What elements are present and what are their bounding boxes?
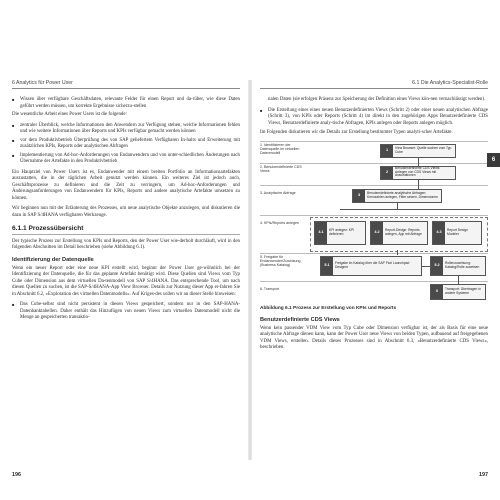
process-step-4-2 <box>370 221 428 245</box>
step-text: View Browser: Quelle suchen vom Typ Cube <box>395 145 452 154</box>
flow-arrow <box>458 276 459 284</box>
right-page: 6.1 Die Analytics-Specialist-Rolle nalen Daten (sie erfolgen Präsenz zur Speicherung der Definition eines Views kön-nen vernachlässigt werden). ■ Die Erstellung eines eines neuen Benutzerdefinierten Views (Schritt 2) oder einer neuen analytischen Abfrage (Schritt 3), von KPIs oder Reports (Schritt 4) im direkt in den zugehörigen Apps Benutzerdefinierte CDS Views, Benutzerdefinierte analy-tische Abfragen, KPIs anlegen oder Reports anlegen möglich. Im Folgenden diskutieren wir die Details zur Erstellung bestimmter Typen analyti-scher Artefakte. 1. Identifizieren der Datenquelle im virtuellen Datenmodell 2. Benutzerdefinierte CDS Views 3. Analytische Abfrage 4. KPIs/Reports anlegen 5. Freigabe für Endanwender/Zuweisung (Business Katalog) 6. Transport 1 View Browser: Quelle suchen vom Typ Cube 2 Benutzerdefinierte CDS Views: Anlegen von CDS Views mit Assoziationen 3 Benutzerdefinierte analytische Abfragen: Kennzahlen anlegen, Filter setzen, Dimensionen 4.1 KPI anlegen: KPI definieren 4.2 Report-Design: Reports anlegen, App mit Abfrage 4.3 Report Design Modeler 5.1 Freigabe im Katalog über die SAP Fiori Launchpad Designer 5.2 Rollenzuweisung: Katalog/Rolle zuweisen 6 Transport: Übertragen in andere Systeme Abbildung 6.1 Prozess zur Erstellung von KPIs und Reports Benutzerdefinierte CDS Views Wenn kein passender VDM View vom Typ Cube oder Dimension verfügbar ist, der als Basis für eine neue analytische Abfrage dienen kann, kann der Power User neue Views von beiden Typen, aufbauend auf freigegebenen VDM Views, erstellen. Details dieses Prozesses sind in Abschnitt 6.3, »Benutzerdefinierte CDS Views«, beschrieben. 197 <box>260 80 488 356</box>
diagram-lane <box>260 141 488 142</box>
step-number: 5.2 <box>431 257 443 275</box>
list-item: ■ Implementierung von Ad-hoc-Anforderungen von Endanwendern und von unter-schiedlichen Änderungen nach Übernahme der Artefakte in den Produktivbetrieb <box>12 153 240 166</box>
process-diagram <box>260 141 488 303</box>
step-number: 5.1 <box>321 257 333 275</box>
book-gutter <box>248 80 252 460</box>
paragraph: nalen Daten (sie erfolgen Präsenz zur Speicherung der Definition eines Views kön-nen vernachlässigt werden). <box>268 97 486 102</box>
running-head-section: 6.1 Die Analytics-Specialist-Rolle <box>412 80 488 86</box>
paragraph: Wenn kein passender VDM View vom Typ Cube oder Dimension verfügbar ist, der als Basis für eine neue analytische Abfrage dienen kann, kann der Power User neue Views von beiden Typen, aufbauend auf freigegebenen VDM Views, erstellen. Details dieses Prozesses sind in Abschnitt 6.3, »Benutzerdefinierte CDS Views«, beschrieben. <box>260 325 488 350</box>
section-heading: 6.1.1 Prozessübersicht <box>12 225 240 235</box>
right-running-head <box>260 80 488 89</box>
lane-label: 1. Identifizieren der Datenquelle im virtuellen Datenmodell <box>260 142 300 156</box>
list-item: ■ Wissen über verfügbare Geschäftsdaten, relevante Felder für einen Report und da-rüber, wie diese Daten geführt werden müssen, um korrekte Ergebnisse sicherzu-stellen <box>12 97 240 110</box>
process-step-4-1 <box>314 221 366 245</box>
step-number: 4.1 <box>315 222 327 244</box>
lane-label: 5. Freigabe für Endanwender/Zuweisung (Business Katalog) <box>260 254 301 268</box>
process-step-5-2 <box>430 256 486 276</box>
step-number: 6 <box>431 285 443 299</box>
subsection-heading: Identifizierung der Datenquelle <box>12 256 94 263</box>
left-running-head <box>12 80 240 89</box>
step-text: Transport: Übertragen in andere Systeme <box>445 286 481 295</box>
step-number: 1 <box>381 145 393 157</box>
paragraph: Die wesentliche Arbeit eines Power Users ist die folgende: <box>12 112 127 117</box>
paragraph: Im Folgenden diskutieren wir die Details zur Erstellung bestimmter Typen analyti-scher Artefakte. <box>260 130 453 135</box>
step-number: 2 <box>381 167 393 179</box>
list-item: ■ vor dem Produktivbetrieb Überprüfung des von SAP geliefertem Verfügbaren In-halts und Erweiterung mit zusätzlichen KPIs, Reports oder analytischen Abfragen <box>12 138 240 151</box>
step-text: Benutzerdefinierte analytische Abfragen: Kennzahlen anlegen, Filter setzen, Dimensionen <box>367 190 438 199</box>
diagram-lane <box>260 163 488 164</box>
paragraph: Der typische Prozess zur Erstellung von KPIs und Reports, den der Power User wie-derholt durchläuft, wird in den folgenden Abschnitten im Detail beschrieben (siehe Abbildung 6.1). <box>12 238 240 250</box>
process-step-2 <box>380 166 456 180</box>
list-item: ■ zentraler Überblick, welche Informationen den Anwendern zur Verfügung stehen, welche Informationen fehlen und wie weitere Informationen über Reports und KPIs verfügbar gemacht werden können <box>12 123 240 136</box>
process-step-5-1 <box>320 256 422 276</box>
process-step-6 <box>430 284 486 300</box>
flow-connector <box>340 209 480 210</box>
figure-caption: Abbildung 6.1 Prozess zur Erstellung von KPIs und Reports <box>260 305 397 311</box>
diagram-lane <box>260 253 488 254</box>
lane-label: 4. KPIs/Reports anlegen <box>260 220 299 225</box>
lane-label: 2. Benutzerdefinierte CDS Views <box>260 164 302 173</box>
step-text: Benutzerdefinierte CDS Views: Anlegen von CDS Views mit Assoziationen <box>395 165 441 178</box>
flow-arrow <box>397 250 398 255</box>
step-text: KPI anlegen: KPI definieren <box>329 227 355 236</box>
diagram-lane <box>260 215 488 216</box>
step-number: 3 <box>353 190 365 202</box>
step-text: Report Design Modeler <box>447 227 469 236</box>
diagram-lane <box>260 281 488 282</box>
paragraph: Wir beginnen nun mit der Erläuterung des Prozesses, um neue analytische Objekte anzulegen, und diskutieren die dazu in SAP S/4HANA verfügbaren Werkzeuge. <box>12 206 240 218</box>
step-number: 4.3 <box>433 222 445 244</box>
diagram-lane <box>260 185 488 186</box>
step-text: Report-Design: Reports anlegen, App mit Abfrage <box>385 227 422 236</box>
left-page: 6 Analytics für Power User ■ Wissen über verfügbare Geschäftsdaten, relevante Felder für einen Report und da-rüber, wie diese Daten geführt werden müssen, um korrekte Ergebnisse sicherzu-stellen Die wesentliche Arbeit eines Power Users ist die folgende: ■ zentraler Überblick, welche Informationen den Anwendern zur Verfügung stehen, welche Informationen fehlen und wie weitere Informationen über Reports und KPIs verfügbar gemacht werden können ■ vor dem Produktivbetrieb Überprüfung des von SAP geliefertem Verfügbaren In-halts und Erweiterung mit zusätzlichen KPIs, Reports oder analytischen Abfragen ■ Implementierung von Ad-hoc-Anforderungen von Endanwendern und von unter-schiedlichen Änderungen nach Übernahme der Artefakte in den Produktivbetrieb Ein Hauptziel von Power Users ist es, Endanwender mit einem breiten Portfolio an Informationsartefakten auszustatten, die in der täglichen Arbeit genutzt werden können. Ein weiteres Ziel ist jedoch auch, Geschäftsprozesse zu definieren und die Zeit zu verringern, um Ad-hoc-Anforderungen und Änderungsanforderungen von Endanwendern für KPIs, Reports und andere analytische Artefakte umsetzen zu können. Wir beginnen nun mit der Erläuterung des Prozesses, um neue analytische Objekte anzulegen, und diskutieren die dazu in SAP S/4HANA verfügbaren Werkzeuge. 6.1.1 Prozessübersicht Der typische Prozess zur Erstellung von KPIs und Reports, den der Power User wie-derholt durchläuft, wird in den folgenden Abschnitten im Detail beschrieben (siehe Abbildung 6.1). Identifizierung der Datenquelle Wenn ein neuer Report oder eine neue KPI erstellt wird, beginnt der Power User ge-wöhnlich bei der Identifizierung der Datenquelle, die für das geplante Artefakt benötigt wird. Diese Quellen sind Views vom Typ Cube oder Dimension aus dem virtuellen Da-tenmodell von SAP S/4HANA. Das entsprechende Tool, um nach diesen Quellen zu suchen, ist die SAP-S/4HANA-App View Browser. Details zur Nutzung dieser App er-fahren Sie in Abschnitt 6.2, »Exploration des virtuellen Datenmodells«. Auf Kriges-des sollen wir an dieser Stelle hinweisen: ■ Das Cube-selbst sind nicht persistent in diesen Views gespeichert, sondern nur in den SAP-HANA-Datenbanktabellen. Daher enthält das Hinzufügen von neuen Views zum virtuellen Datenmodell nicht die Menge an gespeicherten transaktio- 196 <box>12 80 240 324</box>
process-step-4-3 <box>432 221 482 245</box>
running-head-chapter: 6 Analytics für Power User <box>12 80 73 86</box>
subsection-heading: Benutzerdefinierte CDS Views <box>260 316 340 323</box>
process-step-1 <box>380 144 456 158</box>
step-text: Rollenzuweisung: Katalog/Rolle zuweisen <box>445 260 480 269</box>
flow-arrow <box>418 158 419 166</box>
flow-arrow <box>397 203 398 209</box>
flow-arrow <box>422 266 430 267</box>
list-item: ■ Das Cube-selbst sind nicht persistent in diesen Views gespeichert, sondern nur in den SAP-HANA-Datenbanktabellen. Daher enthält das Hinzufügen von neuen Views zum virtuellen Datenmodell nicht die Menge an gespeicherten transaktio- <box>12 302 240 322</box>
flow-arrow <box>418 180 419 189</box>
process-step-3 <box>352 189 442 203</box>
chapter-thumb-tab: 6 <box>487 153 500 167</box>
lane-label: 6. Transport <box>260 286 280 291</box>
step-number: 4.2 <box>371 222 383 244</box>
lane-label: 3. Analytische Abfrage <box>260 190 296 195</box>
list-item: ■ Die Erstellung eines eines neuen Benutzerdefinierten Views (Schritt 2) oder einer neuen analytischen Abfrage (Schritt 3), von KPIs oder Reports (Schritt 4) im direkt in den zugehörigen Apps Benutzerdefinierte CDS Views, Benutzerdefinierte analy-tische Abfragen, KPIs anlegen oder Reports anlegen möglich. <box>260 108 488 128</box>
paragraph: Wenn ein neuer Report oder eine neue KPI erstellt wird, beginnt der Power User ge-wöhnlich bei der Identifizierung der Datenquelle, die für das geplante Artefakt benötigt wird. Diese Quellen sind Views vom Typ Cube oder Dimension aus dem virtuellen Da-tenmodell von SAP S/4HANA. Das entsprechende Tool, um nach diesen Quellen zu suchen, ist die SAP-S/4HANA-App View Browser. Details zur Nutzung dieser App er-fahren Sie in Abschnitt 6.2, »Exploration des virtuellen Datenmodells«. Auf Kriges-des sollen wir an dieser Stelle hinweisen: <box>12 265 240 297</box>
step-text: Freigabe im Katalog über die SAP Fiori Launchpad Designer <box>335 260 410 269</box>
paragraph: Ein Hauptziel von Power Users ist es, Endanwender mit einem breiten Portfolio an Informationsartefakten auszustatten, die in der täglichen Arbeit genutzt werden können. Ein weiteres Ziel ist jedoch auch, Geschäftsprozesse zu definieren und die Zeit zu verringern, um Ad-hoc-Anforderungen und Änderungsanforderungen von Endanwendern für KPIs, Reports und andere analytische Artefakte umsetzen zu können. <box>12 169 240 201</box>
